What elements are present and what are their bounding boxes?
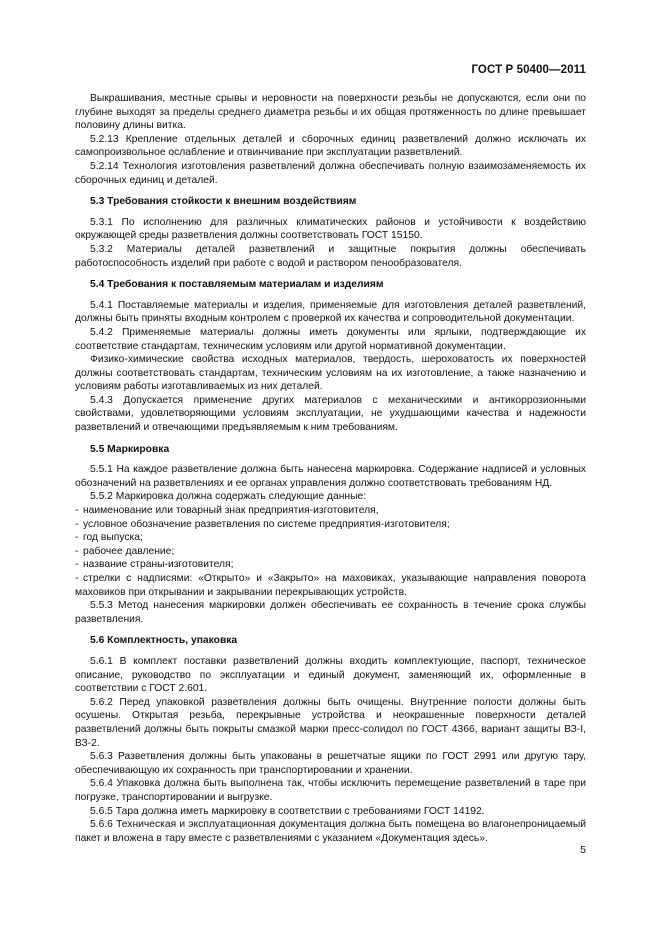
paragraph-5-6-2: 5.6.2 Перед упаковкой разветвления должны быть очищены. Внутренние полости должны быть осушены. Открытая резьба, перекрывные устройства и неокрашенные поверхности деталей разветвлений должны быть покрыты смазкой марки пресс-солидол по ГОСТ 4366, вариант защиты ВЗ-I, ВЗ-2.: [75, 696, 586, 749]
page-number: 5: [580, 844, 586, 856]
list-item: - наименование или товарный знак предприятия-изготовителя,: [75, 505, 379, 517]
paragraph-5-2-14: 5.2.14 Технология изготовления разветвлений должна обеспечивать полную взаимозаменяемость их сборочных единиц и деталей.: [75, 160, 586, 186]
list-item: - название страны-изготовителя;: [75, 559, 234, 571]
doc-code-header: ГОСТ Р 50400—2011: [471, 64, 586, 76]
marking-list: [75, 504, 586, 599]
list-item: - условное обозначение разветвления по системе предприятия-изготовителя;: [75, 518, 450, 530]
paragraph: Выкрашивания, местные срывы и неровности на поверхности резьбы не допускаются, если они по глубине выходят за пределы среднего диаметра резьбы и их общая протяженность по длине превышает половину длины витка.: [75, 93, 586, 132]
paragraph-5-4-1: 5.4.1 Поставляемые материалы и изделия, применяемые для изготовления деталей разветвлений, должны быть приняты входным контролем с проверкой их качества и сопроводительной документации.: [75, 299, 586, 325]
paragraph-5-3-2: 5.3.2 Материалы деталей разветвлений и защитные покрытия должны обеспечивать работоспособность изделий при работе с водой и раствором пенообразователя.: [75, 243, 586, 269]
section-heading-5-6: 5.6 Комплектность, упаковка: [90, 635, 238, 647]
section-heading-5-3: 5.3 Требования стойкости к внешним воздействиям: [90, 196, 357, 208]
paragraph-5-5-3: 5.5.3 Метод нанесения маркировки должен обеспечивать ее сохранность в течение срока службы разветвления.: [75, 600, 586, 625]
paragraph-5-6-1: 5.6.1 В комплект поставки разветвлений должны входить комплектующие, паспорт, техническое описание, руководство по эксплуатации и единый документ, заменяющий их, оформленные в соответствии с ГОСТ 2.601.: [75, 655, 586, 695]
section-heading-5-4: 5.4 Требования к поставляемым материалам и изделиям: [90, 279, 384, 291]
paragraph-5-6-3: 5.6.3 Разветвления должны быть упакованы в решетчатые ящики по ГОСТ 2991 или другую тару, обеспечивающую их сохранность при транспортировании и хранении.: [75, 751, 586, 776]
list-item: - стрелки с надписями: «Открыто» и «Закрыто» на маховиках, указывающие направления поворота маховиков при открывании и закрывании перекрывающих устройств.: [75, 573, 586, 598]
paragraph-5-6-4: 5.6.4 Упаковка должна быть выполнена так, чтобы исключить перемещение разветвлений в таре при погрузке, транспортировании и выгрузке.: [75, 778, 586, 803]
list-item: - год выпуска;: [75, 532, 143, 544]
paragraph-5-4-2: 5.4.2 Применяемые материалы должны иметь документы или ярлыки, подтверждающие их соответствие стандартам, техническим условиям или другой нормативной документации.: [75, 326, 586, 352]
paragraph-5-4-3: 5.4.3 Допускается применение других материалов с механическими и антикоррозионными свойствами, удовлетворяющими условиям эксплуатации, не ухудшающими качества и надежности разветвлений и отвечающими предъявляемым к ним требованиям.: [75, 394, 586, 434]
paragraph-5-6-6: 5.6.6 Техническая и эксплуатационная документация должна быть помещена во влагонепроницаемый пакет и вложена в тару вместе с разветвлениями с указанием «Документация здесь».: [75, 819, 586, 844]
list-item: - рабочее давление;: [75, 545, 175, 557]
paragraph-5-3-1: 5.3.1 По исполнению для различных климатических районов и устойчивости к воздействию окружающей среды разветвления должны соответствовать ГОСТ 15150.: [75, 216, 586, 242]
paragraph-5-6-5: 5.6.5 Тара должна иметь маркировку в соответствии с требованиями ГОСТ 14192.: [90, 805, 485, 817]
document-body: [75, 92, 586, 845]
section-heading-5-5: 5.5 Маркировка: [90, 443, 170, 455]
paragraph-5-2-13: 5.2.13 Крепление отдельных деталей и сборочных единиц разветвлений должно исключать их самопроизвольное ослабление и отвинчивание при эксплуатации разветвлений.: [75, 133, 586, 159]
paragraph-5-5-2: 5.5.2 Маркировка должна содержать следующие данные:: [90, 491, 367, 503]
paragraph: Физико-химические свойства исходных материалов, твердость, шероховатость их поверхностей должны соответствовать стандартам, техническим условиям на их изготовление, а также назначению и условиям работы изготавливаемых из них деталей.: [75, 354, 586, 393]
paragraph-5-5-1: 5.5.1 На каждое разветвление должна быть нанесена маркировка. Содержание надписей и условных обозначений на разветвлениях и ее органах управления должно соответствовать требованиям НД.: [75, 464, 586, 489]
